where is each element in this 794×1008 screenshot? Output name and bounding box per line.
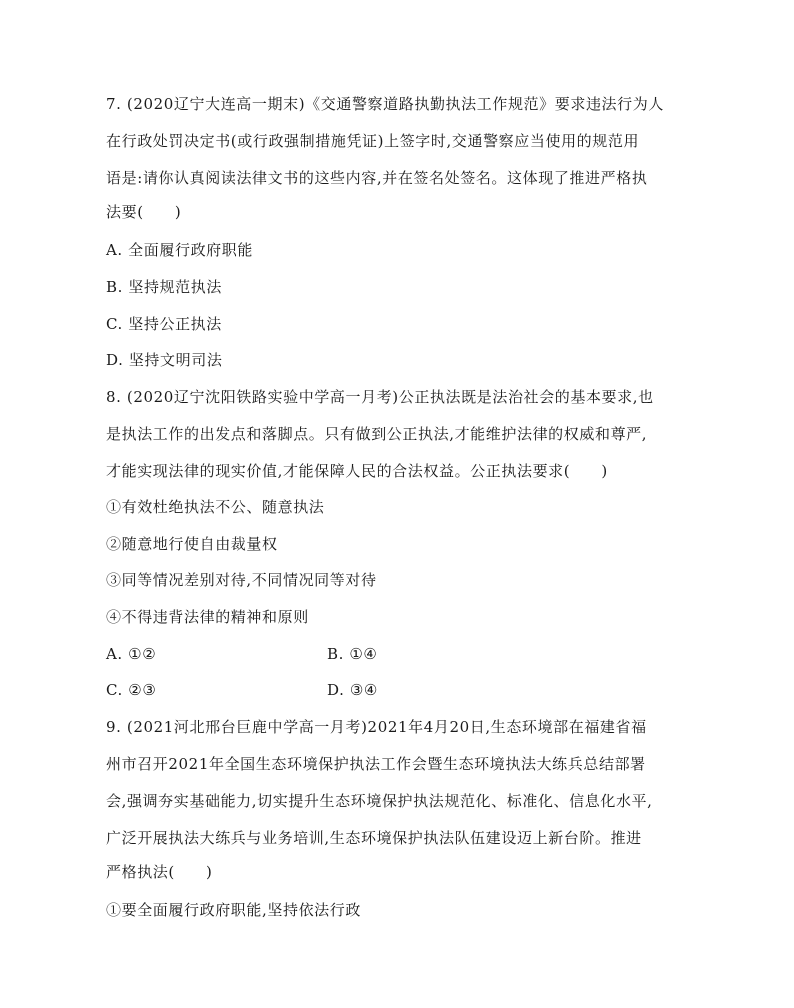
q9-statement-1: ①要全面履行政府职能,坚持依法行政 [106, 901, 361, 919]
q9-stem-line-4: 广泛开展执法大练兵与业务培训,生态环境保护执法队伍建设迈上新台阶。推进 [106, 829, 642, 847]
q7-stem-line-4: 法要( ) [106, 203, 182, 221]
q7-option-b: B. 坚持规范执法 [106, 278, 222, 296]
q8-option-c: C. ②③ [106, 681, 157, 699]
q8-statement-1: ①有效杜绝执法不公、随意执法 [106, 498, 325, 516]
q7-option-c: C. 坚持公正执法 [106, 315, 222, 333]
q9-stem-line-2: 州市召开2021年全国生态环境保护执法工作会暨生态环境执法大练兵总结部署 [106, 755, 646, 773]
q8-statement-4: ④不得违背法律的精神和原则 [106, 608, 309, 626]
q7-stem-line-1: 7. (2020辽宁大连高一期末)《交通警察道路执勤执法工作规范》要求违法行为人 [106, 95, 664, 113]
q8-statement-2: ②随意地行使自由裁量权 [106, 535, 278, 553]
q7-option-d: D. 坚持文明司法 [106, 351, 223, 369]
q7-stem-line-3: 语是:请你认真阅读法律文书的这些内容,并在签名处签名。这体现了推进严格执 [106, 169, 648, 187]
q8-stem-line-3: 才能实现法律的现实价值,才能保障人民的合法权益。公正执法要求( ) [106, 462, 608, 480]
q8-option-b: B. ①④ [327, 645, 378, 663]
q9-stem-line-3: 会,强调夯实基础能力,切实提升生态环境保护执法规范化、标准化、信息化水平, [106, 792, 653, 810]
q8-stem-line-1: 8. (2020辽宁沈阳铁路实验中学高一月考)公正执法既是法治社会的基本要求,也 [106, 388, 654, 406]
q7-stem-line-2: 在行政处罚决定书(或行政强制措施凭证)上签字时,交通警察应当使用的规范用 [106, 132, 640, 150]
q9-stem-line-5: 严格执法( ) [106, 863, 213, 881]
q8-option-a: A. ①② [106, 645, 157, 663]
q9-stem-line-1: 9. (2021河北邢台巨鹿中学高一月考)2021年4月20日,生态环境部在福建省福 [106, 718, 647, 736]
q8-stem-line-2: 是执法工作的出发点和落脚点。只有做到公正执法,才能维护法律的权威和尊严, [106, 425, 648, 443]
q8-option-d: D. ③④ [327, 681, 378, 699]
q8-options-row-1 [106, 644, 378, 664]
q8-options-row-2 [106, 680, 378, 700]
q8-statement-3: ③同等情况差别对待,不同情况同等对待 [106, 571, 377, 589]
q7-option-a: A. 全面履行政府职能 [106, 241, 253, 259]
